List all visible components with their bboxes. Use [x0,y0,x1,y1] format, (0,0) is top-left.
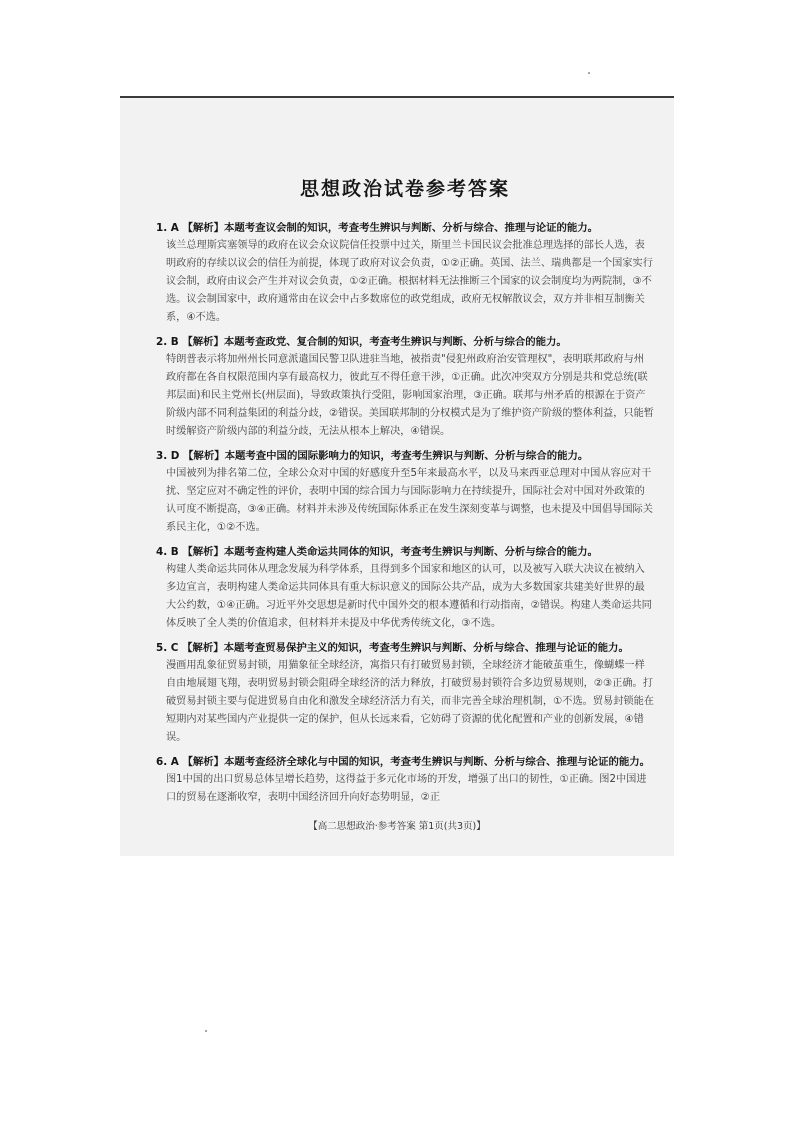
answer-body: 构建人类命运共同体从理念发展为科学体系，且得到多个国家和地区的认可，以及被写入联大决议在被纳入多边宣言，表明构建人类命运共同体具有重大标识意义的国际公共产品，成为大多数国家共建美好世界的最大公约数，①④正确。习近平外交思想是新时代中国外交的根本遵循和行动指南，②错误。构建人类命运共同体反映了全人类的价值追求，但材料并未提及中华优秀传统文化，③不选。 [166,564,652,629]
answer-heading: 4. B 【解析】本题考查构建人类命运共同体的知识，考查考生辨识与判断、分析与综合的能力。 [156,546,598,558]
answer-item [156,543,654,633]
answer-item [156,219,654,327]
answer-body: 漫画用乱象征贸易封锁，用猫象征全球经济，寓指只有打破贸易封锁，全球经济才能破茧重生，像蝴蝶一样自由地展翅飞翔，表明贸易封锁会阻碍全球经济的活力释放，打破贸易封锁符合多边贸易规则，②③正确。打破贸易封锁主要与促进贸易自由化和激发全球经济活力有关，而非完善全球治理机制，①不选。贸易封锁能在短期内对某些国内产业提供一定的保护，但从长远来看，它妨碍了资源的优化配置和产业的创新发展，④错误。 [166,660,654,743]
answer-body: 特朗普表示将加州州长同意派遣国民警卫队进驻当地，被指责"侵犯州政府治安管理权"，表明联邦政府与州政府都在各自权限范围内享有最高权力，彼此互不得任意干涉，①正确。此次冲突双方分别是共和党总统(联邦层面)和民主党州长(州层面)，导致政策执行受阻，影响国家治理，③正确。联邦与州矛盾的根源在于资产阶级内部不同利益集团的利益分歧，②错误。美国联邦制的分权模式是为了维护资产阶级的整体利益，只能暂时缓解资产阶级内部的利益分歧，无法从根本上解决，④错误。 [166,354,654,437]
document-title: 思想政治试卷参考答案 [299,178,510,200]
answer-item [156,447,654,537]
answer-body: 中国被列为排名第二位，全球公众对中国的好感度升至5年来最高水平，以及马来西亚总理对中国从容应对干扰、坚定应对不确定性的评价，表明中国的综合国力与国际影响力在持续提升，国际社会对中国对外政策的认可度不断提高，③④正确。材料并未涉及传统国际体系正在发生深刻变革与调整，也未提及中国倡导国际关系民主化，①②不选。 [166,468,653,533]
page-footer: 【高二思想政治·参考答案 第1页(共3页)】 [308,821,486,832]
answer-heading: 6. A 【解析】本题考查经济全球化与中国的知识，考查考生辨识与判断、分析与综合、推理与论证的能力。 [156,756,651,768]
answer-heading: 5. C 【解析】本题考查贸易保护主义的知识，考查考生辨识与判断、分析与综合、推理与论证的能力。 [156,642,629,654]
answer-item [156,333,654,441]
answer-heading: 2. B 【解析】本题考查政党、复合制的知识，考查考生辨识与判断、分析与综合的能力。 [156,336,567,348]
scanned-page [120,96,674,856]
answer-item [156,753,654,807]
answer-body: 图1中国的出口贸易总体呈增长趋势，这得益于多元化市场的开发，增强了出口的韧性，①正确。图2中国进口的贸易在逐渐收窄，表明中国经济回升向好态势明显，②正 [166,774,647,803]
answer-heading: 3. D 【解析】本题考查中国的国际影响力的知识，考查考生辨识与判断、分析与综合的能力。 [156,450,589,462]
answer-item [156,639,654,747]
answer-heading: 1. A 【解析】本题考查议会制的知识，考查考生辨识与判断、分析与综合、推理与论证的能力。 [156,222,599,234]
answer-body: 该兰总理斯宾塞领导的政府在议会众议院信任投票中过关，斯里兰卡国民议会批准总理选择的部长人选，表明政府的存续以议会的信任为前提，体现了政府对议会负责，①②正确。英国、法兰、瑞典都是一个国家实行议会制，政府由议会产生并对议会负责，①②正确。根据材料无法推断三个国家的议会制度均为两院制，③不选。议会制国家中，政府通常由在议会中占多数席位的政党组成，政府无权解散议会，双方并非相互制衡关系，④不选。 [166,240,653,323]
scan-speck [205,1030,207,1032]
scan-speck [588,72,590,74]
